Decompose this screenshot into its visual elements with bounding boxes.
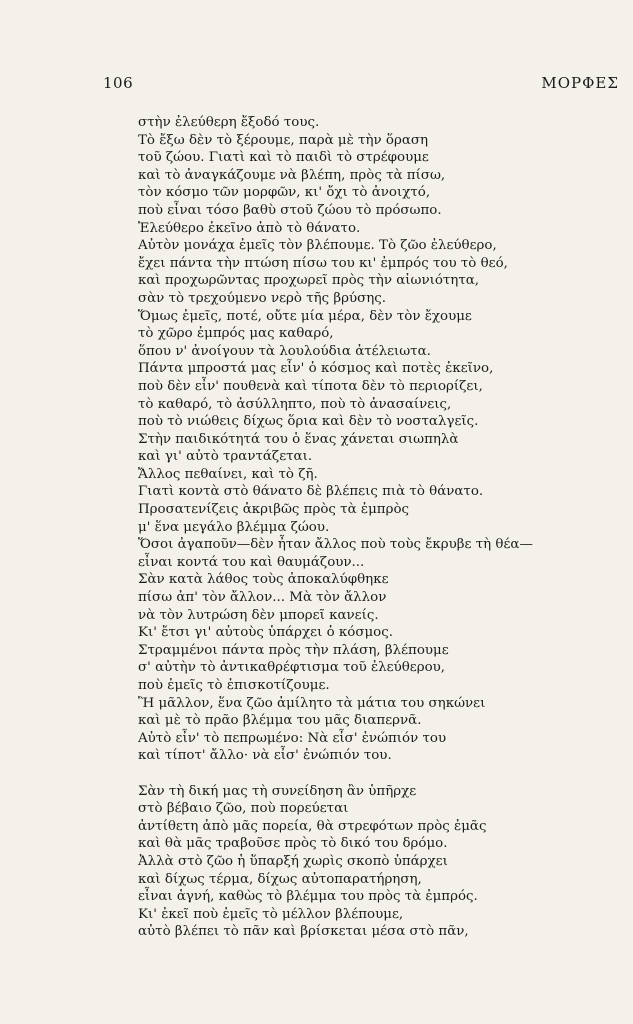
poem-line: Προσατενίζεις ἀκριβῶς πρὸς τὰ ἐμπρὸς xyxy=(138,502,410,518)
poem-line: μ' ἕνα μεγάλο βλέμμα ζώου. xyxy=(138,519,330,535)
poem-line: αὐτὸ βλέπει τὸ πᾶν καὶ βρίσκεται μέσα στὸ πᾶν, xyxy=(138,924,469,940)
stanza xyxy=(138,783,618,941)
poem-line: Κι' ἐκεῖ ποὺ ἐμεῖς τὸ μέλλον βλέπουμε, xyxy=(138,906,404,922)
poem-line: Σὰν κατὰ λάθος τοὺς ἀποκαλύφθηκε xyxy=(138,572,389,588)
poem-line: Ἐλεύθερο ἐκεῖνο ἀπὸ τὸ θάνατο. xyxy=(138,220,361,236)
poem-line: Ὅσοι ἀγαποῦν—δὲν ἦταν ἄλλος ποὺ τοὺς ἔκρυβε τὴ θέα— xyxy=(138,537,533,553)
poem-line: Γιατὶ κοντὰ στὸ θάνατο δὲ βλέπεις πιὰ τὸ θάνατο. xyxy=(138,484,484,500)
poem-line: Αὐτὸν μονάχα ἐμεῖς τὸν βλέπουμε. Τὸ ζῶο ἐλεύθερο, xyxy=(138,238,497,254)
poem-line: εἶναι ἁγνή, καθὼς τὸ βλέμμα του πρὸς τὰ ἐμπρός. xyxy=(138,889,478,905)
poem-line: Πάντα μπροστά μας εἶν' ὁ κόσμος καὶ ποτὲς ἐκεῖνο, xyxy=(138,361,494,377)
poem-line: καὶ γι' αὐτὸ τραντάζεται. xyxy=(138,449,313,465)
poem-line: Κι' ἔτσι γι' αὐτοὺς ὑπάρχει ὁ κόσμος. xyxy=(138,625,393,641)
poem-line: Ἀλλὰ στὸ ζῶο ἡ ὕπαρξή χωρὶς σκοπὸ ὑπάρχει xyxy=(138,853,448,869)
poem-line: Ὅμως ἐμεῖς, ποτέ, οὔτε μία μέρα, δὲν τὸν ἔχουμε xyxy=(138,308,472,324)
poem-line: καὶ προχωρῶντας προχωρεῖ πρὸς τὴν αἰωνιότητα, xyxy=(138,273,480,289)
poem-line: καὶ τίποτ' ἄλλο· νὰ εἶσ' ἐνώπιόν του. xyxy=(138,748,392,764)
poem-line: ποὺ ἐμεῖς τὸ ἐπισκοτίζουμε. xyxy=(138,678,330,693)
poem-line: καὶ θὰ μᾶς τραβοῦσε πρὸς τὸ δικό του δρόμο. xyxy=(138,836,448,852)
poem-line: Αὐτὸ εἶν' τὸ πεπρωμένο: Νὰ εἶσ' ἐνώπιόν του xyxy=(138,730,447,746)
poem-line: τοῦ ζώου. Γιατὶ καὶ τὸ παιδὶ τὸ στρέφουμε xyxy=(138,150,429,166)
poem-line: πίσω ἀπ' τὸν ἄλλον... Μὰ τὸν ἄλλον xyxy=(138,590,387,606)
poem-line: ἔχει πάντα τὴν πτώση πίσω του κι' ἐμπρός του τὸ θεό, xyxy=(138,255,508,271)
poem-line: καὶ τὸ ἀναγκάζουμε νὰ βλέπη, πρὸς τὰ πίσω, xyxy=(138,167,446,183)
poem-line: εἶναι κοντά του καὶ θαυμάζουν... xyxy=(138,554,365,570)
poem-body xyxy=(138,114,618,941)
poem-line: ἀντίθετη ἀπὸ μᾶς πορεία, θὰ στρεφότων πρὸς ἐμᾶς xyxy=(138,818,487,834)
poem-line: ποὺ εἶναι τόσο βαθὺ στοῦ ζώου τὸ πρόσωπο. xyxy=(138,202,442,218)
poem-line: Στὴν παιδικότητά του ὁ ἕνας χάνεται σιωπηλὰ xyxy=(138,431,459,447)
poem-line: νὰ τὸν λυτρώση δὲν μπορεῖ κανείς. xyxy=(138,607,379,623)
poem-line: σὰν τὸ τρεχούμενο νερὸ τῆς βρύσης. xyxy=(138,290,387,306)
poem-line: ποὺ τὸ νιώθεις δίχως ὅρια καὶ δὲν τὸ νοσταλγεῖς. xyxy=(138,414,479,430)
poem-line: Σὰν τὴ δική μας τὴ συνείδηση ἂν ὑπῆρχε xyxy=(138,783,417,799)
running-head: ΜΟΡΦΕΣ xyxy=(541,74,619,92)
page-number: 106 xyxy=(103,74,134,92)
poem-line: ὅπου ν' ἀνοίγουν τὰ λουλούδια ἀτέλειωτα. xyxy=(138,343,431,359)
poem-line: τὸ καθαρό, τὸ ἀσύλληπτο, ποὺ τὸ ἀνασαίνεις, xyxy=(138,396,452,412)
poem-line: στὴν ἐλεύθερη ἔξοδό τους. xyxy=(138,115,320,130)
poem-line: σ' αὐτὴν τὸ ἀντικαθρέφτισμα τοῦ ἐλεύθερου, xyxy=(138,660,446,676)
poem-line: στὸ βέβαιο ζῶο, ποὺ πορεύεται xyxy=(138,801,349,817)
poem-line: Ἄλλος πεθαίνει, καὶ τὸ ζῆ. xyxy=(138,466,318,482)
poem-line: Ἢ μᾶλλον, ἕνα ζῶο ἀμίλητο τὰ μάτια του σηκώνει xyxy=(138,695,486,711)
poem-line: καὶ δίχως τέρμα, δίχως αὐτοπαρατήρηση, xyxy=(138,871,422,887)
poem-line: καὶ μὲ τὸ πρᾶο βλέμμα του μᾶς διαπερνᾶ. xyxy=(138,713,422,729)
poem-line: τὸν κόσμο τῶν μορφῶν, κι' ὄχι τὸ ἀνοιχτό, xyxy=(138,185,431,201)
stanza xyxy=(138,114,618,765)
poem-line: Στραμμένοι πάντα πρὸς τὴν πλάση, βλέπουμε xyxy=(138,642,449,658)
poem-line: ποὺ δὲν εἶν' πουθενὰ καὶ τίποτα δὲν τὸ περιορίζει, xyxy=(138,378,483,394)
poem-line: Τὸ ἔξω δὲν τὸ ξέρουμε, παρὰ μὲ τὴν ὅραση xyxy=(138,132,429,148)
poem-line: τὸ χῶρο ἐμπρός μας καθαρό, xyxy=(138,326,334,342)
